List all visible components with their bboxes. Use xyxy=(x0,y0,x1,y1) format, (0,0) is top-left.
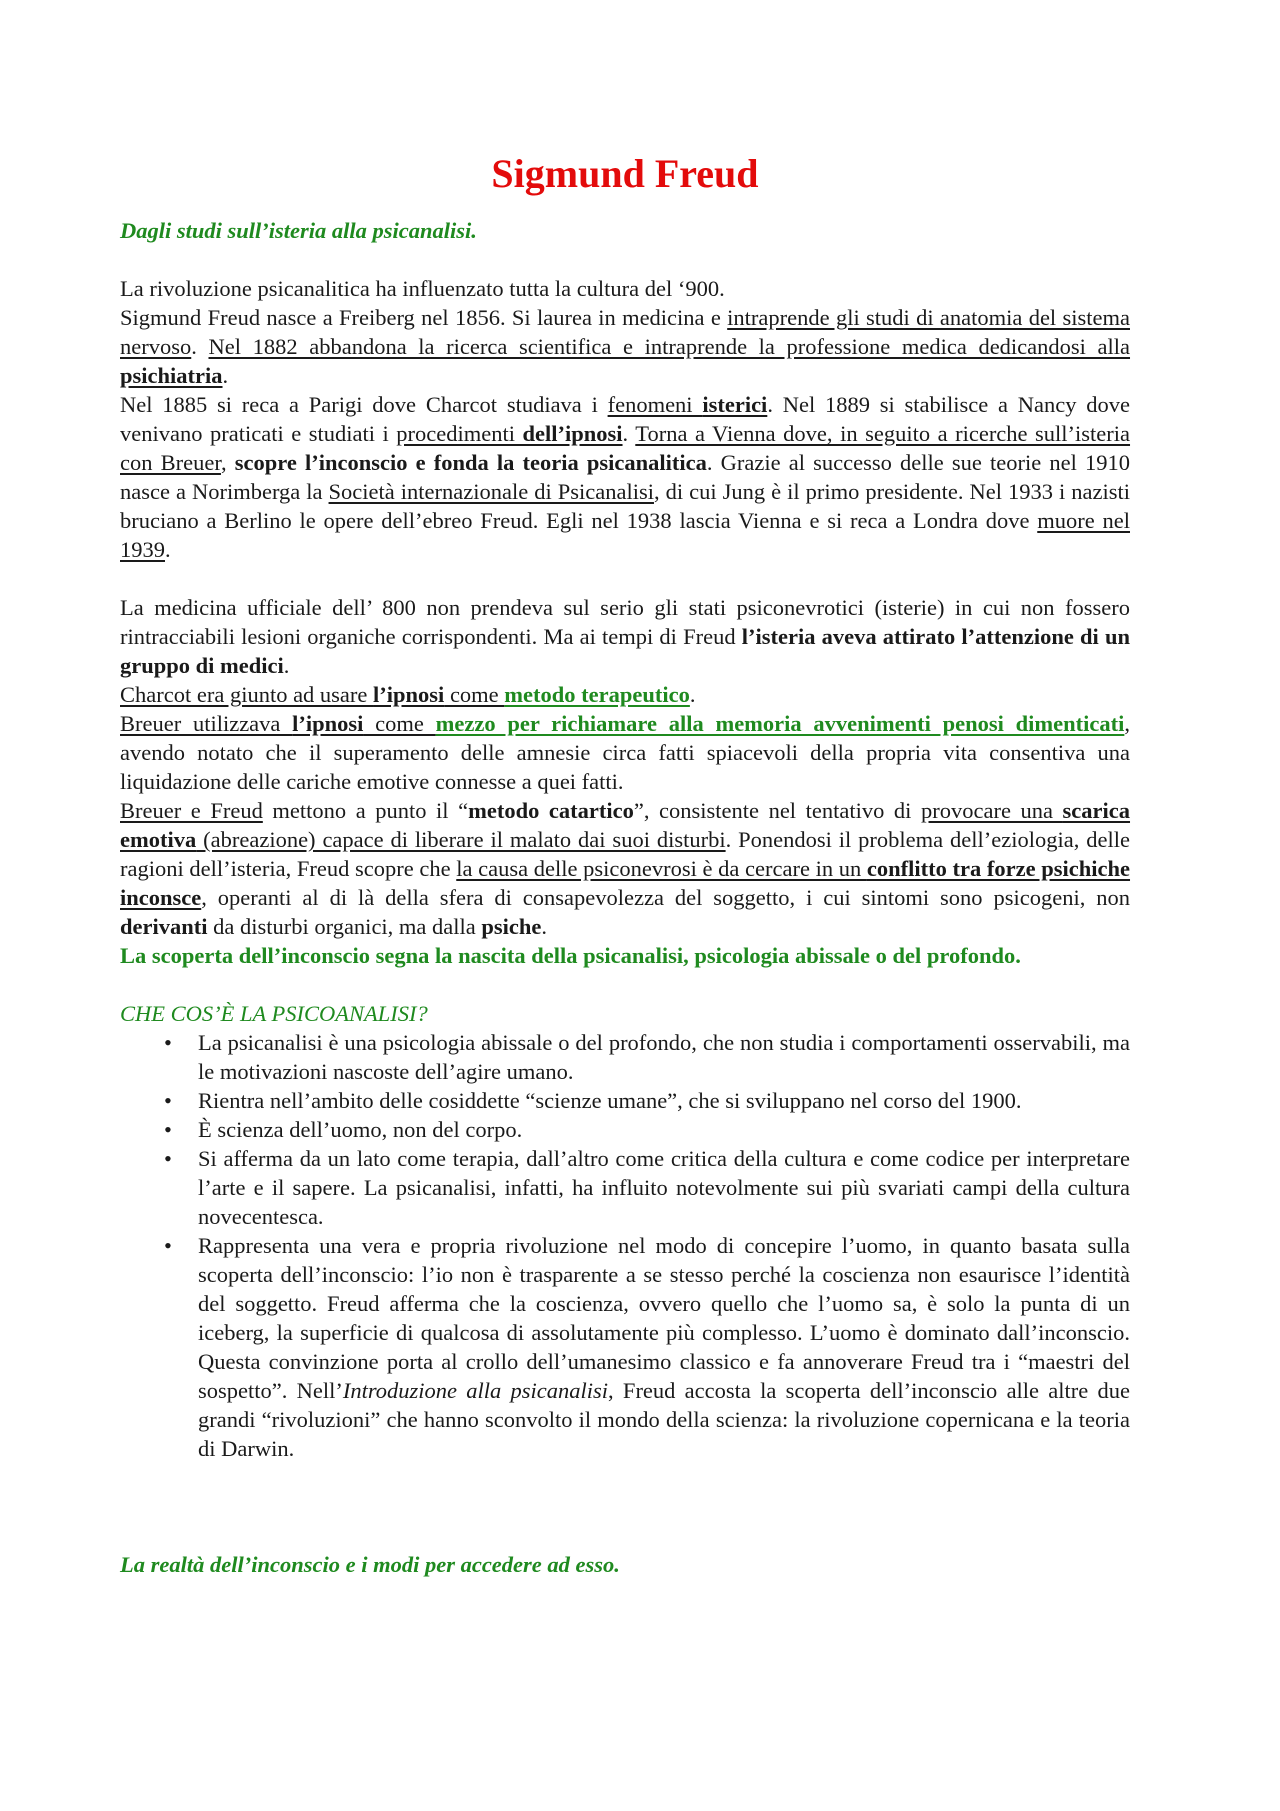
intro-line xyxy=(120,274,1130,303)
text-run: scarica emotiva xyxy=(120,798,1131,852)
text-run: . xyxy=(191,334,209,359)
list-item-text: Rappresenta una vera e propria rivoluzione nel modo di concepire l’uomo, in quanto basata sulla scoperta dell’inconscio: l’io non è trasparente a se stesso perché la coscienza non esaurisce l’identità del soggetto. Freud afferma che la coscienza, ovvero quello che l’uomo sa, è solo la punta di un iceberg, la superficie di qualcosa di assolutamente più complesso. L’uomo è dominato dall’inconscio. Questa convinzione porta al crollo dell’umanesimo classico e fa annoverare Freud tra i “maestri del sospetto”. Nell’ xyxy=(198,1233,1130,1403)
paragraph-biography xyxy=(120,303,1130,390)
text-run: , xyxy=(220,450,235,475)
bullet-icon: • xyxy=(164,1117,172,1142)
text-run: come xyxy=(444,682,505,707)
text-run: psichiatria xyxy=(120,363,223,388)
list-item-text: Rientra nell’ambito delle cosiddette “scienze umane”, che si sviluppano nel corso del 1900. xyxy=(198,1088,1022,1113)
text-run: Società internazionale di Psicanalisi xyxy=(328,479,654,504)
paragraph-career xyxy=(120,390,1130,564)
list-item xyxy=(120,1028,1130,1086)
text-run: . Grazie al successo delle sue teorie nel 1910 nasce a Norimberga la xyxy=(120,450,1131,504)
section-heading-final: La realtà dell’inconscio e i modi per accedere ad esso. xyxy=(120,1552,620,1577)
text-run: scopre l’inconscio e fonda la teoria psicanalitica xyxy=(234,450,707,475)
spacer xyxy=(120,970,1130,999)
bullet-icon: • xyxy=(164,1233,172,1258)
section-heading: CHE COS’È LA PSICOANALISI? xyxy=(120,1001,428,1026)
text-run: l’isteria aveva attirato l’attenzione di un gruppo di medici xyxy=(120,624,1130,678)
page-title: Sigmund Freud xyxy=(491,151,759,196)
text-run: . xyxy=(689,682,696,707)
text-run: La medicina ufficiale dell’ 800 non prendeva sul serio gli stati psiconevrotici (isterie) in cui non fossero rintracciabili lesioni organiche corrispondenti. Ma ai tempi di Freud xyxy=(120,595,1130,649)
text-run: fenomeni xyxy=(607,392,703,417)
text-run: conflitto tra forze psichiche inconsce xyxy=(120,856,1131,910)
text-run: , avendo notato che il superamento delle amnesie circa fatti spiacevoli della propria vita consentiva una liquidazione delle cariche emotive connesse a quei fatti. xyxy=(120,711,1130,794)
paragraph-breuer xyxy=(120,709,1130,796)
bullet-icon: • xyxy=(164,1088,172,1113)
paragraph-charcot xyxy=(120,680,1130,709)
text-run: , operanti al di là della sfera di consapevolezza del soggetto, i cui sintomi sono psicogeni, non xyxy=(201,885,1130,910)
list-item-text: È scienza dell’uomo, non del corpo. xyxy=(198,1117,523,1142)
text-run: psiche xyxy=(481,914,542,939)
text-run: come xyxy=(363,711,436,736)
text-run: Nel 1885 si reca a Parigi dove Charcot studiava i xyxy=(120,392,608,417)
text-run: dell’ipnosi xyxy=(522,421,623,446)
subheading: Dagli studi sull’isteria alla psicanalisi. xyxy=(120,218,477,243)
list-item xyxy=(120,1086,1130,1115)
text-run: procedimenti xyxy=(396,421,523,446)
bullet-list xyxy=(120,1028,1130,1463)
text-run: Breuer e Freud xyxy=(120,798,263,823)
book-title: Introduzione alla psicanalisi xyxy=(342,1378,609,1403)
list-item xyxy=(120,1115,1130,1144)
text-run: l’ipnosi xyxy=(292,711,364,736)
text-run: da disturbi organici, ma dalla xyxy=(207,914,482,939)
text-run: La rivoluzione psicanalitica ha influenzato tutta la cultura del ‘900. xyxy=(120,276,725,301)
text-run: . xyxy=(165,537,171,562)
paragraph-cathartic xyxy=(120,796,1130,941)
text-run: Nel 1882 abbandona la ricerca scientifica e intraprende la professione medica dedicandosi alla xyxy=(208,334,1131,359)
text-run: . xyxy=(541,914,548,939)
paragraph-medicine xyxy=(120,593,1130,680)
text-run: intraprende gli studi di anatomia del sistema nervoso xyxy=(120,305,1130,359)
text-run: (abreazione) capace di liberare il malato dai suoi disturbi xyxy=(196,827,726,852)
text-run: . xyxy=(622,421,636,446)
text-run: . xyxy=(222,363,229,388)
text-run: Charcot era giunto ad usare xyxy=(120,682,374,707)
list-item-text: Si afferma da un lato come terapia, dall’altro come critica della cultura e come codice per interpretare l’arte e il sapere. La psicanalisi, infatti, ha influito notevolmente sui più svariati campi della cultura novecentesca. xyxy=(198,1146,1130,1229)
text-run: isterici xyxy=(702,392,768,417)
text-run: mettono a punto il “ xyxy=(262,798,469,823)
text-run: l’ipnosi xyxy=(373,682,445,707)
text-run: metodo catartico xyxy=(468,798,634,823)
text-run: . xyxy=(283,653,290,678)
text-run: ”, consistente nel tentativo di xyxy=(633,798,921,823)
text-run: , di cui Jung è il primo presidente. Nel 1933 i nazisti bruciano a Berlino le opere dell’ebreo Freud. Egli nel 1938 lascia Vienna e si reca a Londra dove xyxy=(120,479,1131,533)
text-run: provocare una xyxy=(920,798,1063,823)
text-run: derivanti xyxy=(120,914,208,939)
text-run: metodo terapeutico xyxy=(504,682,690,707)
text-run: la causa delle psiconevrosi è da cercare in un xyxy=(456,856,867,881)
document-page xyxy=(120,150,1130,1579)
list-item xyxy=(120,1144,1130,1231)
bullet-icon: • xyxy=(164,1030,172,1055)
text-run: . Nel 1889 si stabilisce a Nancy dove venivano praticati e studiati i xyxy=(120,392,1131,446)
text-run: Breuer utilizzava xyxy=(120,711,293,736)
list-item-text: La psicanalisi è una psicologia abissale o del profondo, che non studia i comportamenti osservabili, ma le motivazioni nascoste dell’agire umano. xyxy=(198,1030,1130,1084)
list-item xyxy=(120,1231,1130,1463)
bullet-icon: • xyxy=(164,1146,172,1171)
text-run: . Ponendosi il problema dell’eziologia, delle ragioni dell’isteria, Freud scopre che xyxy=(120,827,1130,881)
conclusion-statement: La scoperta dell’inconscio segna la nascita della psicanalisi, psicologia abissale o del profondo. xyxy=(120,943,1021,968)
text-run: muore nel 1939 xyxy=(120,508,1130,562)
text-run: Torna a Vienna dove, in seguito a ricerche sull’isteria con Breuer xyxy=(120,421,1131,475)
text-run: Sigmund Freud nasce a Freiberg nel 1856. Si laurea in medicina e xyxy=(120,305,728,330)
spacer xyxy=(120,564,1130,593)
text-run: mezzo per richiamare alla memoria avvenimenti penosi dimenticati xyxy=(435,711,1125,736)
list-item-text: , Freud accosta la scoperta dell’inconscio alle altre due grandi “rivoluzioni” che hanno sconvolto il mondo della scienza: la rivoluzione copernicana e la teoria di Darwin. xyxy=(198,1378,1131,1461)
